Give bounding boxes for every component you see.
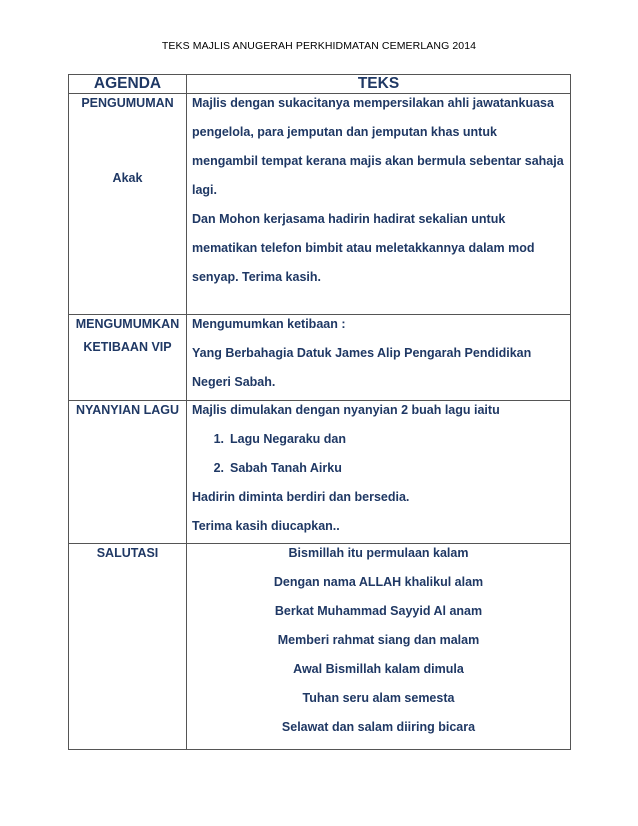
poem-line: Dengan nama ALLAH khalikul alam	[273, 575, 484, 589]
agenda-cell-salutasi	[69, 544, 187, 750]
text-line: mematikan telefon bimbit atau meletakkannya dalam mod	[192, 241, 535, 255]
column-header-agenda: AGENDA	[69, 75, 187, 94]
agenda-label: MENGUMUMKAN	[75, 317, 180, 331]
agenda-presenter: Akak	[112, 171, 143, 185]
table-row	[69, 401, 571, 544]
text-line: Terima kasih diucapkan..	[192, 519, 340, 533]
agenda-label: PENGUMUMAN	[81, 96, 174, 110]
agenda-cell-nyanyian	[69, 401, 187, 544]
poem-line: Bismillah itu permulaan kalam	[288, 546, 469, 560]
poem-line: Awal Bismillah kalam dimula	[293, 662, 464, 676]
agenda-cell-ketibaan	[69, 315, 187, 401]
column-header-teks: TEKS	[187, 75, 571, 94]
agenda-label: SALUTASI	[96, 546, 159, 560]
agenda-label: KETIBAAN VIP	[83, 340, 172, 354]
table-row	[69, 315, 571, 401]
poem-line: Berkat Muhammad Sayyid Al anam	[274, 604, 483, 618]
text-line: Majlis dengan sukacitanya mempersilakan ahli jawatankuasa	[192, 96, 554, 110]
table-row	[69, 94, 571, 315]
song-title: Sabah Tanah Airku	[230, 461, 342, 475]
teks-cell-salutasi	[187, 544, 571, 750]
poem-line: Selawat dan salam diiring bicara	[281, 720, 476, 734]
list-item	[192, 460, 570, 489]
text-line: Hadirin diminta berdiri dan bersedia.	[192, 490, 410, 504]
text-line: Negeri Sabah.	[192, 375, 276, 389]
list-item	[192, 431, 570, 460]
teks-cell-ketibaan	[187, 315, 571, 401]
teks-cell-nyanyian	[187, 401, 571, 544]
text-line: Dan Mohon kerjasama hadirin hadirat sekalian untuk	[192, 212, 506, 226]
agenda-cell-pengumuman	[69, 94, 187, 315]
table-header-row	[69, 75, 571, 94]
text-line: Mengumumkan ketibaan :	[192, 317, 346, 331]
text-line: Yang Berbahagia Datuk James Alip Pengarah Pendidikan	[192, 346, 532, 360]
table-row	[69, 544, 571, 750]
agenda-label: NYANYIAN LAGU	[75, 403, 180, 417]
text-line: senyap. Terima kasih.	[192, 270, 321, 284]
agenda-table	[68, 74, 571, 750]
song-title: Lagu Negaraku dan	[230, 432, 346, 446]
text-line: Majlis dimulakan dengan nyanyian 2 buah lagu iaitu	[192, 403, 500, 417]
text-line: mengambil tempat kerana majis akan bermula sebentar sahaja	[192, 154, 564, 168]
list-number: 1.	[213, 432, 224, 446]
page-header: TEKS MAJLIS ANUGERAH PERKHIDMATAN CEMERLANG 2014	[161, 40, 477, 52]
list-number: 2.	[213, 461, 224, 475]
teks-cell-pengumuman	[187, 94, 571, 315]
poem-line: Memberi rahmat siang dan malam	[277, 633, 480, 647]
poem-line: Tuhan seru alam semesta	[302, 691, 455, 705]
text-line: pengelola, para jemputan dan jemputan khas untuk	[192, 125, 497, 139]
text-line: lagi.	[192, 183, 218, 197]
